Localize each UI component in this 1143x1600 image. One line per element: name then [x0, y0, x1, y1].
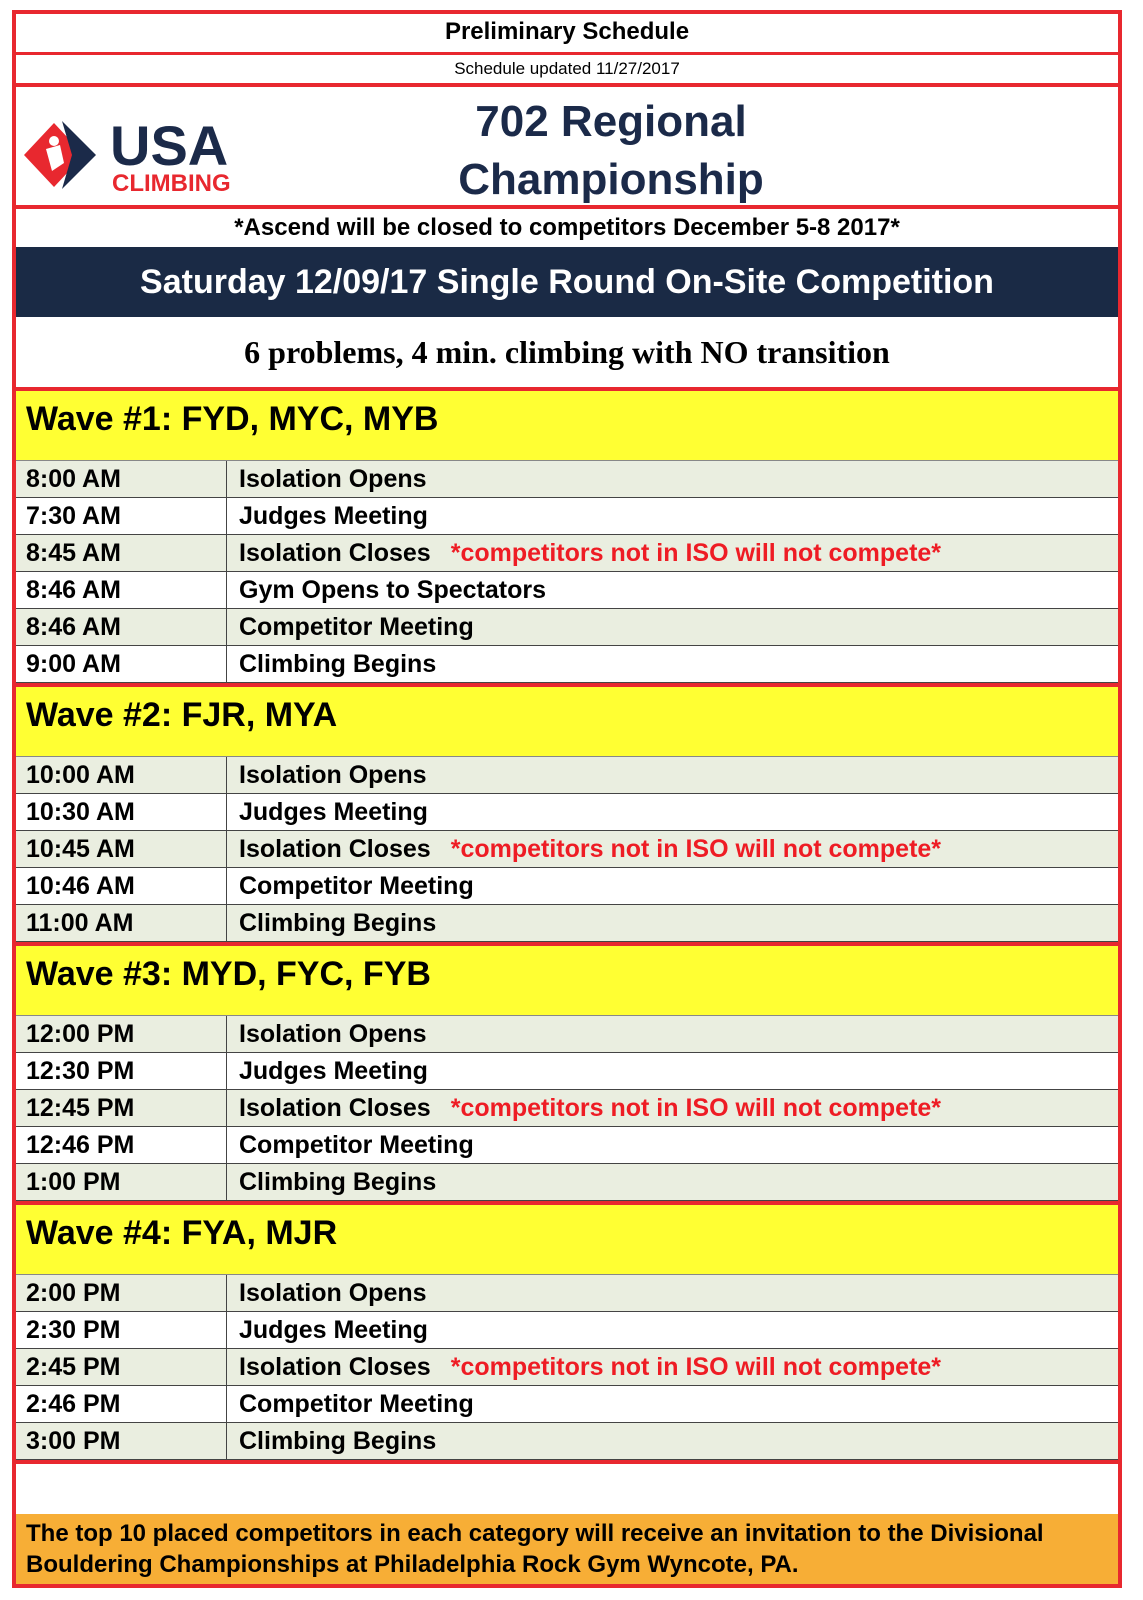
row-activity-cell: [227, 1423, 436, 1459]
preliminary-title: Preliminary Schedule: [444, 18, 690, 45]
wave-title: Wave #1: FYD, MYC, MYB: [16, 391, 1118, 461]
row-activity-cell: [227, 461, 427, 497]
row-activity-cell: [227, 1312, 428, 1348]
row-time: 8:46 AM: [16, 609, 227, 645]
row-activity-cell: [227, 831, 941, 867]
row-activity: Judges Meeting: [239, 798, 428, 826]
schedule-row: [16, 1386, 1118, 1423]
schedule-sheet: [12, 10, 1122, 1588]
iso-warning: *competitors not in ISO will not compete*: [450, 1094, 942, 1122]
row-activity-cell: [227, 1164, 436, 1200]
row-activity-cell: [227, 1053, 428, 1089]
event-title-line1: 702 Regional: [475, 97, 747, 146]
schedule-row: [16, 1053, 1118, 1090]
row-time: 2:45 PM: [16, 1349, 227, 1385]
row-activity: Isolation Closes: [239, 539, 431, 567]
preliminary-title-row: [16, 14, 1118, 55]
schedule-row: [16, 572, 1118, 609]
row-time: 2:30 PM: [16, 1312, 227, 1348]
row-activity: Competitor Meeting: [239, 613, 474, 641]
schedule-row: [16, 1349, 1118, 1386]
row-activity: Isolation Opens: [239, 761, 427, 789]
row-activity: Judges Meeting: [239, 1316, 428, 1344]
row-activity-cell: [227, 757, 427, 793]
row-activity-cell: [227, 905, 436, 941]
waves-container: [16, 391, 1118, 1464]
schedule-row: [16, 757, 1118, 794]
wave-section: [16, 687, 1118, 946]
row-time: 2:00 PM: [16, 1275, 227, 1311]
wave-section: [16, 946, 1118, 1205]
schedule-row: [16, 905, 1118, 942]
row-activity: Isolation Closes: [239, 835, 431, 863]
wave-title: Wave #2: FJR, MYA: [16, 687, 1118, 757]
row-activity: Judges Meeting: [239, 502, 428, 530]
iso-warning: *competitors not in ISO will not compete*: [450, 835, 942, 863]
row-time: 8:45 AM: [16, 535, 227, 571]
row-activity: Competitor Meeting: [239, 1390, 474, 1418]
row-time: 10:30 AM: [16, 794, 227, 830]
row-activity: Isolation Opens: [239, 1279, 427, 1307]
row-time: 8:00 AM: [16, 461, 227, 497]
schedule-row: [16, 794, 1118, 831]
row-activity-cell: [227, 609, 474, 645]
row-activity: Climbing Begins: [239, 909, 437, 937]
row-activity: Isolation Opens: [239, 1020, 427, 1048]
row-activity: Climbing Begins: [239, 1168, 437, 1196]
row-activity: Isolation Closes: [239, 1094, 431, 1122]
row-activity: Competitor Meeting: [239, 1131, 474, 1159]
row-time: 8:46 AM: [16, 572, 227, 608]
row-activity-cell: [227, 1127, 474, 1163]
iso-warning: *competitors not in ISO will not compete*: [450, 1353, 942, 1381]
row-time: 2:46 PM: [16, 1386, 227, 1422]
schedule-row: [16, 1423, 1118, 1460]
event-header: [16, 87, 1118, 209]
invitation-footer: The top 10 placed competitors in each category will receive an invitation to the Divisional Bouldering Championships at Philadelphia Rock Gym Wyncote, PA.: [16, 1514, 1118, 1584]
competition-day-banner: Saturday 12/09/17 Single Round On-Site Competition: [16, 247, 1118, 317]
row-time: 10:46 AM: [16, 868, 227, 904]
schedule-row: [16, 535, 1118, 572]
wave-title: Wave #3: MYD, FYC, FYB: [16, 946, 1118, 1016]
schedule-row: [16, 868, 1118, 905]
row-time: 9:00 AM: [16, 646, 227, 682]
row-time: 11:00 AM: [16, 905, 227, 941]
row-time: 10:45 AM: [16, 831, 227, 867]
row-time: 7:30 AM: [16, 498, 227, 534]
row-activity: Judges Meeting: [239, 1057, 428, 1085]
row-activity-cell: [227, 1090, 941, 1126]
schedule-row: [16, 1275, 1118, 1312]
row-time: 1:00 PM: [16, 1164, 227, 1200]
schedule-row: [16, 1090, 1118, 1127]
row-time: 12:46 PM: [16, 1127, 227, 1163]
schedule-updated: Schedule updated 11/27/2017: [16, 55, 1118, 87]
logo-usa-text: USA: [110, 115, 229, 177]
row-time: 3:00 PM: [16, 1423, 227, 1459]
wave-section: [16, 1205, 1118, 1464]
row-activity-cell: [227, 535, 941, 571]
logo-climbing-text: CLIMBING: [112, 170, 231, 195]
row-activity-cell: [227, 646, 436, 682]
schedule-row: [16, 646, 1118, 683]
event-title-line2: Championship: [458, 155, 764, 204]
schedule-row: [16, 498, 1118, 535]
row-activity-cell: [227, 1016, 427, 1052]
row-time: 10:00 AM: [16, 757, 227, 793]
schedule-row: [16, 1164, 1118, 1201]
schedule-row: [16, 1312, 1118, 1349]
schedule-row: [16, 1016, 1118, 1053]
usa-climbing-logo: [22, 115, 322, 195]
row-activity: Climbing Begins: [239, 650, 437, 678]
row-activity: Climbing Begins: [239, 1427, 437, 1455]
event-title: [446, 93, 776, 209]
row-activity-cell: [227, 794, 428, 830]
wave-title: Wave #4: FYA, MJR: [16, 1205, 1118, 1275]
row-activity-cell: [227, 1386, 474, 1422]
row-time: 12:00 PM: [16, 1016, 227, 1052]
row-activity: Gym Opens to Spectators: [239, 576, 547, 604]
schedule-row: [16, 609, 1118, 646]
row-activity-cell: [227, 1349, 941, 1385]
row-time: 12:45 PM: [16, 1090, 227, 1126]
schedule-row: [16, 461, 1118, 498]
schedule-row: [16, 1127, 1118, 1164]
format-banner: 6 problems, 4 min. climbing with NO transition: [16, 317, 1118, 391]
row-activity-cell: [227, 498, 428, 534]
row-time: 12:30 PM: [16, 1053, 227, 1089]
row-activity-cell: [227, 572, 546, 608]
row-activity-cell: [227, 1275, 427, 1311]
closure-notice: *Ascend will be closed to competitors December 5-8 2017*: [234, 214, 900, 241]
iso-warning: *competitors not in ISO will not compete*: [450, 539, 942, 567]
row-activity: Isolation Opens: [239, 465, 427, 493]
schedule-row: [16, 831, 1118, 868]
climber-emblem-icon: [24, 121, 96, 189]
row-activity: Isolation Closes: [239, 1353, 431, 1381]
wave-section: [16, 391, 1118, 687]
row-activity: Competitor Meeting: [239, 872, 474, 900]
row-activity-cell: [227, 868, 474, 904]
